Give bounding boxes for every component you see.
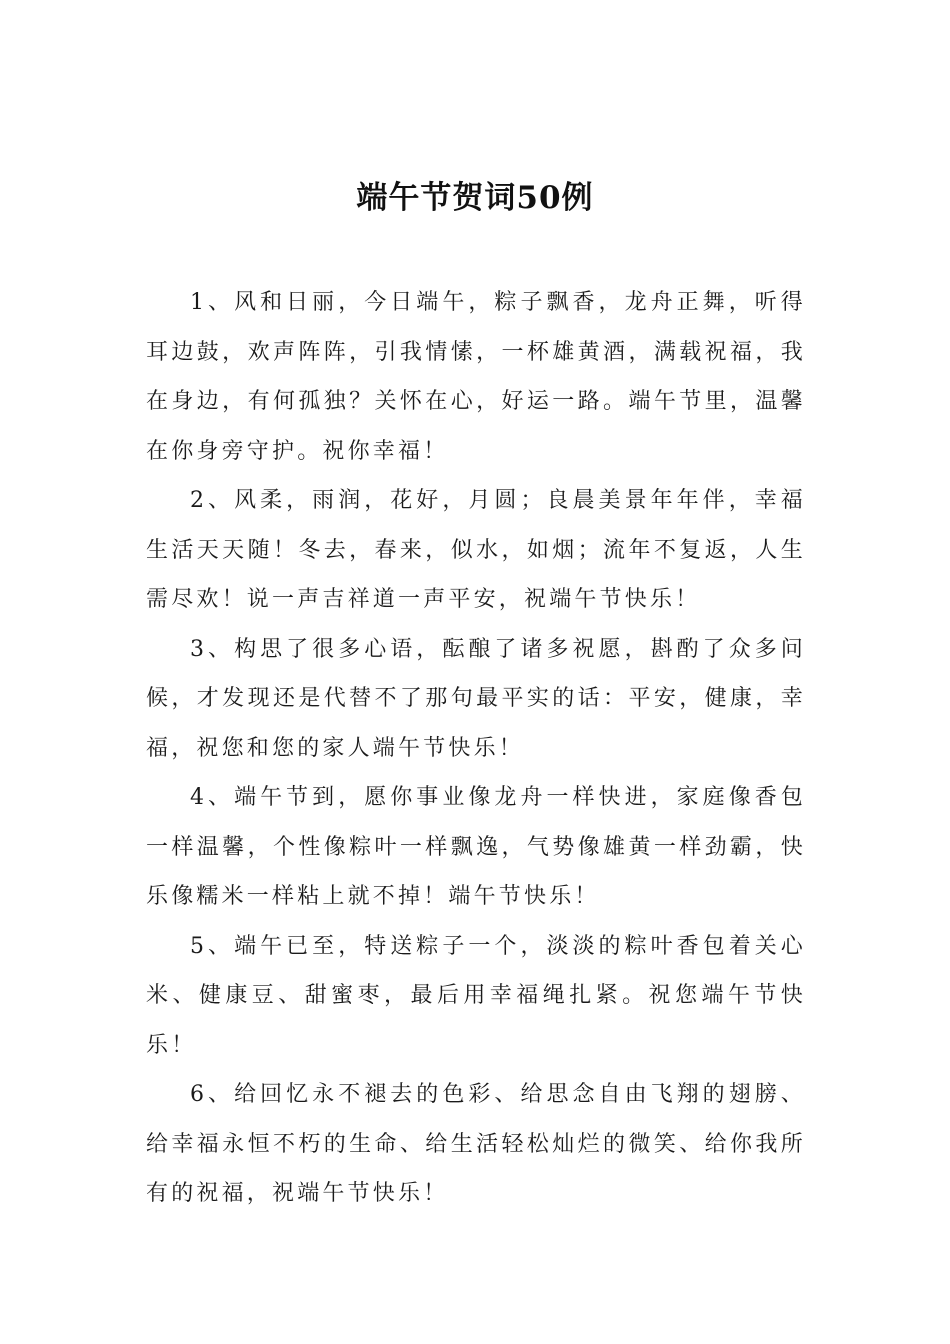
document-body — [146, 278, 806, 1219]
paragraph-4: 4、端午节到，愿你事业像龙舟一样快进，家庭像香包一样温馨，个性像粽叶一样飘逸，气势像雄黄一样劲霸，快乐像糯米一样粘上就不掉！端午节快乐！ — [146, 785, 806, 909]
paragraph-3: 3、构思了很多心语，酝酿了诸多祝愿，斟酌了众多问候，才发现还是代替不了那句最平实的话：平安，健康，幸福，祝您和您的家人端午节快乐！ — [146, 636, 806, 761]
paragraph-5: 5、端午已至，特送粽子一个，淡淡的粽叶香包着关心米、健康豆、甜蜜枣，最后用幸福绳扎紧。祝您端午节快乐！ — [146, 933, 806, 1058]
paragraph-1: 1、风和日丽，今日端午，粽子飘香，龙舟正舞，听得耳边鼓，欢声阵阵，引我情愫，一杯雄黄酒，满载祝福，我在身边，有何孤独？关怀在心，好运一路。端午节里，温馨在你身旁守护。祝你幸福！ — [146, 290, 806, 464]
paragraph-2: 2、风柔，雨润，花好，月圆；良晨美景年年伴，幸福生活天天随！冬去，春来，似水，如烟；流年不复返，人生需尽欢！说一声吉祥道一声平安，祝端午节快乐！ — [146, 488, 806, 612]
document-title: 端午节贺词50例 — [356, 180, 594, 216]
paragraph-6: 6、给回忆永不褪去的色彩、给思念自由飞翔的翅膀、给幸福永恒不朽的生命、给生活轻松灿烂的微笑、给你我所有的祝福，祝端午节快乐！ — [146, 1082, 806, 1206]
